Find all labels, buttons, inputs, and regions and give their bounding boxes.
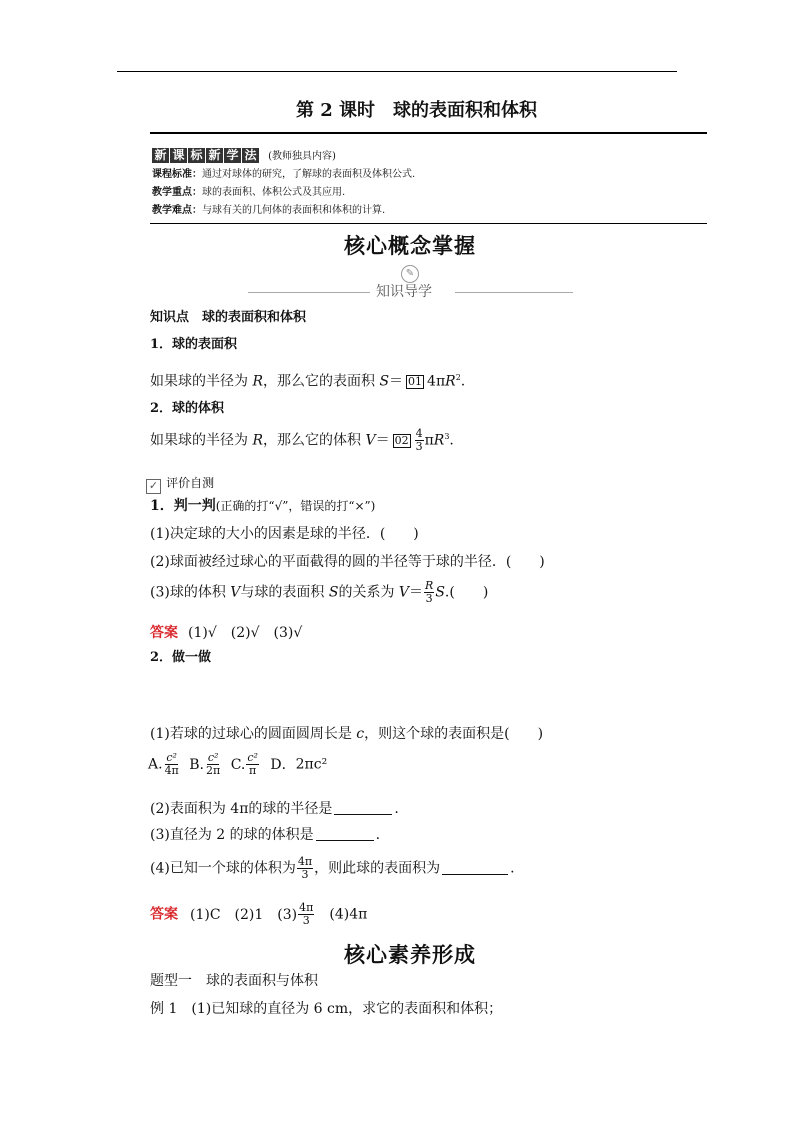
banner-top-rule: [150, 132, 707, 134]
header-rule: [117, 71, 677, 72]
lesson-title: 第 2 课时 球的表面积和体积: [295, 100, 538, 121]
do-title: 2．做一做: [150, 650, 212, 665]
blank-number-box: 01: [408, 374, 423, 388]
judge-item-2: (2)球面被经过球心的平面截得的圆的半径等于球的半径．( ): [150, 554, 545, 570]
item1-text: 如果球的半径为 R，那么它的表面积 S＝ 01 $4\pi R^2$.: [150, 373, 466, 390]
self-test-header: [146, 472, 214, 494]
item1-title: 1．球的表面积: [150, 337, 238, 352]
banner-char: 新: [206, 148, 223, 163]
guide-icon: ✎: [401, 265, 419, 283]
guide-label: 知识导学: [376, 284, 432, 300]
guide-left-line: [248, 292, 370, 293]
standard-focus: 教学重点：球的表面积、体积公式及其应用.: [152, 187, 346, 198]
answer-blank: [442, 862, 508, 875]
checkbox-icon: ✓: [146, 479, 161, 494]
banner-bottom-rule: [150, 223, 707, 224]
banner-char: 标: [188, 148, 205, 163]
question-3: (3)直径为 2 的球的体积是 .: [150, 827, 381, 843]
judge-title: 1．判一判(正确的打“√”，错误的打“×”): [150, 498, 376, 514]
section-title: 核心素养形成: [344, 942, 476, 967]
example-1: 例 1 (1)已知球的直径为 6 cm，求它的表面积和体积；: [150, 1001, 503, 1017]
banner: [152, 144, 336, 163]
blank-number-box: 02: [394, 433, 409, 447]
guide-right-line: [455, 292, 573, 293]
answer-blank: [334, 802, 392, 815]
banner-note: (教师独具内容): [268, 151, 336, 162]
banner-char: 法: [242, 148, 259, 163]
banner-char: 新: [152, 148, 169, 163]
section-title: 核心概念掌握: [344, 233, 476, 258]
banner-char: 课: [170, 148, 187, 163]
question-2: (2)表面积为 4π的球的半径是 .: [150, 801, 399, 817]
item2-text: 如果球的半径为 R，那么它的体积 V＝ 02 $\frac{4}{3}$ $\pi R^3$.: [150, 427, 454, 454]
judge-item-3: (3)球的体积 V与球的表面积 S的关系为 V＝ $\frac{R}{3}$ S.( ): [150, 579, 489, 605]
standard-course: 课程标准：通过对球体的研究，了解球的表面积及体积公式.: [152, 169, 416, 180]
answer-2: 答案 (1)C (2)1 (3) $\frac{4\pi}{3}$ (4)4π: [150, 901, 368, 927]
answer-blank: [316, 828, 374, 841]
self-test-label: 评价自测: [166, 476, 215, 490]
question-1-options: A. $\frac{\text{c²}}{4\pi}$ B. $\frac{\text{c²}}{2\pi}$ C. $\frac{\text{c²}}{\pi}$ D．2πc²: [148, 751, 328, 777]
standard-difficulty: 教学难点：与球有关的几何体的表面积和体积的计算.: [152, 205, 386, 216]
topic-title: 题型一 球的表面积与体积: [150, 973, 318, 989]
knowledge-point: 知识点 球的表面积和体积: [150, 310, 307, 325]
question-1: (1)若球的过球心的圆面圆周长是 c，则这个球的表面积是( ): [150, 726, 544, 742]
judge-item-1: (1)决定球的大小的因素是球的半径．( ): [150, 526, 419, 542]
answer-1: 答案 (1)√ (2)√ (3)√: [150, 625, 303, 641]
banner-char: 学: [224, 148, 241, 163]
question-4: (4)已知一个球的体积为 $\frac{4\pi}{3}$ ，则此球的表面积为 .: [150, 855, 515, 881]
item2-title: 2．球的体积: [150, 401, 225, 416]
